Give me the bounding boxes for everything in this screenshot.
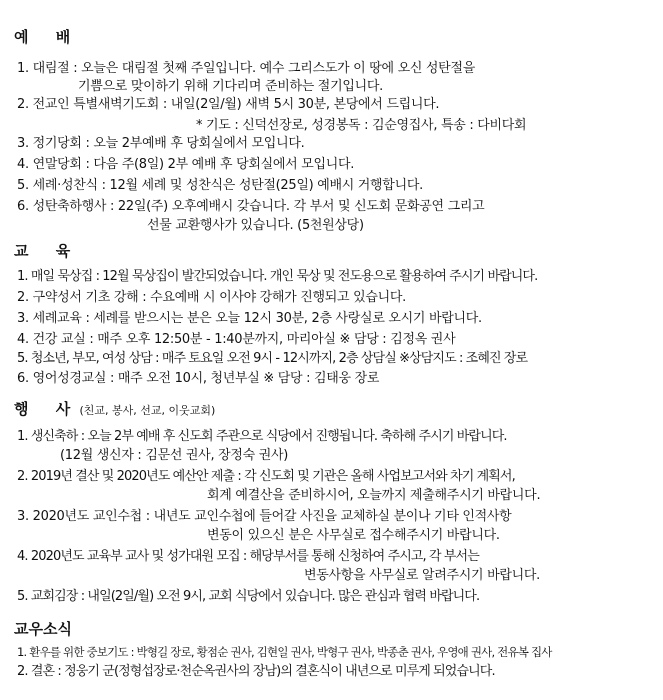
events-item-2-cont: 회계 예결산을 준비하시어, 오늘까지 제출해주시기 바랍니다. bbox=[207, 488, 541, 503]
events-item-2: 2. 2019년 결산 및 2020년도 예산안 제출 : 각 신도회 및 기관은 올해 사업보고서와 차기 계획서, bbox=[17, 469, 515, 484]
education-item-3: 3. 세례교육 : 세례를 받으시는 분은 오늘 12시 30분, 2층 사랑실로 오시기 바랍니다. bbox=[17, 311, 482, 326]
events-item-4: 4. 2020년도 교육부 교사 및 성가대원 모집 : 해당부서를 통해 신청하여 주시고, 각 부서는 bbox=[17, 549, 479, 564]
worship-section-title bbox=[14, 26, 70, 47]
events-subtitle: (친교, 봉사, 선교, 이웃교회) bbox=[79, 404, 216, 417]
education-item-1: 1. 매일 묵상집 : 12월 묵상집이 발간되었습니다. 개인 묵상 및 전도용으로 활용하여 주시기 바랍니다. bbox=[17, 269, 538, 284]
worship-item-1-cont: 기쁨으로 맞이하기 위해 기다리며 준비하는 절기입니다. bbox=[78, 79, 383, 94]
events-item-1-cont: (12월 생신자 : 김문선 권사, 장정숙 권사) bbox=[60, 448, 289, 463]
events-item-4-cont: 변동사항을 사무실로 알려주시기 바랍니다. bbox=[304, 568, 540, 583]
worship-item-3: 3. 정기당회 : 오늘 2부예배 후 당회실에서 모입니다. bbox=[17, 136, 305, 151]
news-section-title bbox=[14, 618, 72, 639]
worship-item-4: 4. 연말당회 : 다음 주(8일) 2부 예배 후 당회실에서 모입니다. bbox=[17, 157, 355, 172]
worship-item-2-note: * 기도 : 신덕선장로, 성경봉독 : 김순영집사, 특송 : 다비다회 bbox=[196, 118, 527, 133]
events-title-text: 행 사 bbox=[14, 400, 71, 418]
news-title-text: 교우소식 bbox=[14, 620, 72, 638]
events-section-title bbox=[14, 398, 215, 419]
worship-item-6-cont: 선물 교환행사가 있습니다. (5천원상당) bbox=[147, 218, 364, 233]
news-item-1: 1. 환우를 위한 중보기도 : 박형길 장로, 황점순 권사, 김현일 권사, 박형구 권사, 박종춘 권사, 우영애 권사, 전유복 집사 bbox=[17, 645, 552, 659]
education-item-4: 4. 건강 교실 : 매주 오후 12:50분 - 1:40분까지, 마리아실 ※ 담당 : 김정옥 권사 bbox=[17, 332, 456, 347]
education-item-6: 6. 영어성경교실 : 매주 오전 10시, 청년부실 ※ 담당 : 김태웅 장로 bbox=[17, 371, 380, 386]
worship-item-6: 6. 성탄축하행사 : 22일(주) 오후예배시 갖습니다. 각 부서 및 신도회 문화공연 그리고 bbox=[17, 199, 485, 214]
events-item-3: 3. 2020년도 교인수첩 : 내년도 교인수첩에 들어갈 사진을 교체하실 분이나 기타 인적사항 bbox=[17, 509, 512, 524]
worship-title-text: 예 배 bbox=[14, 28, 71, 46]
worship-item-2: 2. 전교인 특별새벽기도회 : 내일(2일/월) 새벽 5시 30분, 본당에서 드립니다. bbox=[17, 97, 440, 112]
events-item-1: 1. 생신축하 : 오늘 2부 예배 후 신도회 주관으로 식당에서 진행됩니다. 축하해 주시기 바랍니다. bbox=[17, 429, 507, 444]
events-item-3-cont: 변동이 있으신 분은 사무실로 접수해주시기 바랍니다. bbox=[207, 528, 500, 543]
education-title-text: 교 육 bbox=[14, 242, 71, 260]
education-item-2: 2. 구약성서 기초 강해 : 수요예배 시 이사야 강해가 진행되고 있습니다. bbox=[17, 290, 407, 305]
education-section-title bbox=[14, 240, 70, 261]
education-item-5: 5. 청소년, 부모, 여성 상담 : 매주 토요일 오전 9시 - 12시까지, 2층 상담실 ※상담지도 : 조혜진 장로 bbox=[17, 351, 528, 366]
news-item-2: 2. 결혼 : 정웅기 군(정형섭장로·천순옥권사의 장남)의 결혼식이 내년으로 미루게 되었습니다. bbox=[17, 664, 495, 679]
worship-item-5: 5. 세례·성찬식 : 12월 세례 및 성찬식은 성탄절(25일) 예배시 거행합니다. bbox=[17, 178, 423, 193]
events-item-5: 5. 교회김장 : 내일(2일/월) 오전 9시, 교회 식당에서 있습니다. 많은 관심과 협력 바랍니다. bbox=[17, 589, 480, 604]
worship-item-1: 1. 대림절 : 오늘은 대림절 첫째 주일입니다. 예수 그리스도가 이 땅에 오신 성탄절을 bbox=[17, 61, 475, 76]
